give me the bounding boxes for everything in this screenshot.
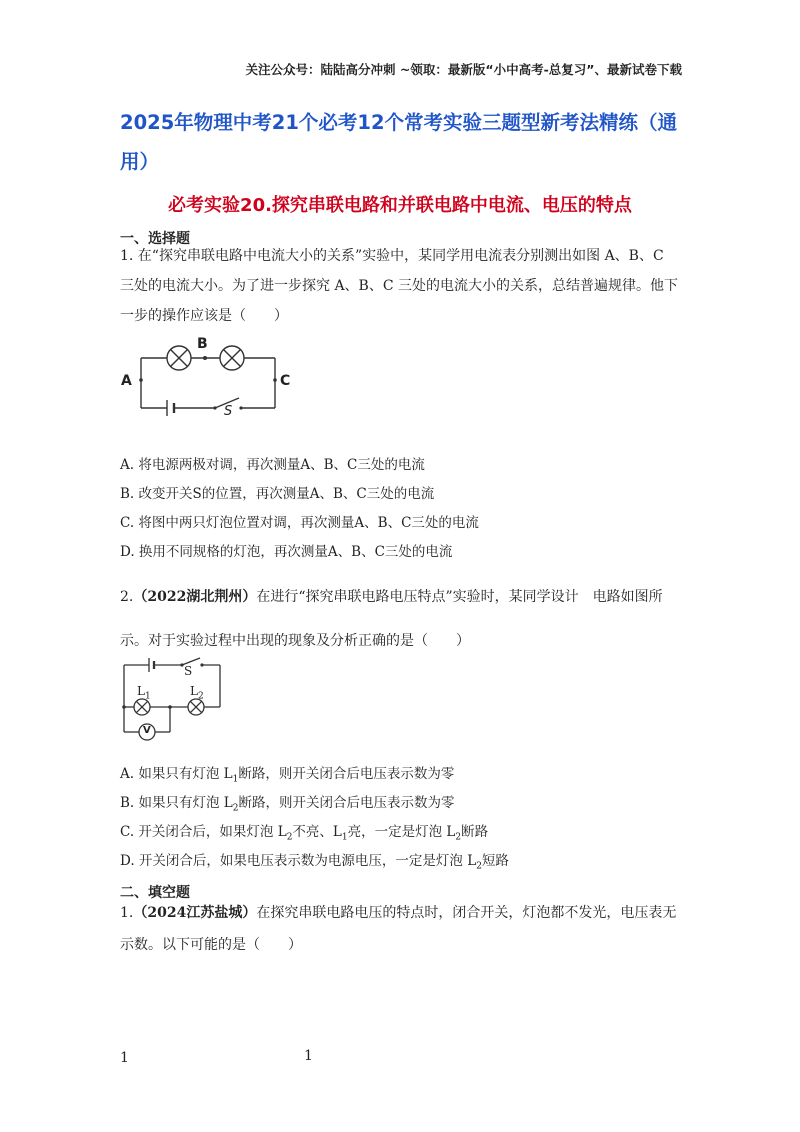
q3-line-1: 在探究串联电路电压的特点时，闭合开关，灯泡都不发光，电压表无 <box>256 905 677 921</box>
q2-option-d: D. 开关闭合后，如果电压表示数为电源电压，一定是灯泡 $L_2$短路 <box>120 853 509 872</box>
document-title: 2025年物理中考21个必考12个常考实验三题型新考法精练（通用） <box>120 111 678 173</box>
circuit2-label-s: S <box>184 664 193 678</box>
question-3-text <box>120 897 685 961</box>
q2-line-2: 示。对于实验过程中出现的现象及分析正确的是（ ） <box>120 633 470 649</box>
circuit1-label-b: B <box>197 336 208 352</box>
q1-option-b: B. 改变开关S的位置，再次测量A、B、C三处的电流 <box>120 486 435 502</box>
circuit1-label-s: S <box>224 404 233 419</box>
circuit-diagram-2 <box>118 655 228 745</box>
q1-option-c: C. 将图中两只灯泡位置对调，再次测量A、B、C三处的电流 <box>120 515 479 531</box>
q2-number: 2. <box>120 589 134 605</box>
q2-source: （2022湖北荆州） <box>133 589 257 605</box>
section-heading-fill: 二、填空题 <box>120 885 190 901</box>
document-subtitle: 必考实验20.探究串联电路和并联电路中电流、电压的特点 <box>168 195 632 216</box>
section-heading-choice: 一、选择题 <box>120 231 190 247</box>
q3-number: 1. <box>120 905 134 921</box>
circuit1-label-c: C <box>280 373 291 389</box>
voltmeter-label: V <box>143 725 151 736</box>
circuit2-label-l2: $L_2$ <box>190 684 204 702</box>
page-number-left: 1 <box>120 1050 129 1066</box>
q1-line-3: 一步的操作应该是（ ） <box>120 308 288 324</box>
header-note: 关注公众号：陆陆高分冲刺 ~领取：最新版“小中高考-总复习”、最新试卷下载 <box>245 62 682 77</box>
q2-option-b: B. 如果只有灯泡 $L_2$断路，则开关闭合后电压表示数为零 <box>120 795 455 814</box>
q1-line-2: 三处的电流大小。为了进一步探究 A、B、C 三处的电流大小的关系，总结普遍规律。他下 <box>120 278 679 294</box>
q2-line-1: 在进行“探究串联电路电压特点”实验时，某同学设计 电路如图所 <box>256 589 663 605</box>
page-number-center: 1 <box>304 1048 313 1064</box>
circuit2-label-l1: $L_1$ <box>137 684 151 702</box>
q2-option-a: A. 如果只有灯泡 $L_1$断路，则开关闭合后电压表示数为零 <box>120 766 455 785</box>
q3-line-2: 示数。以下可能的是（ ） <box>120 937 302 953</box>
circuit1-label-a: A <box>121 373 132 389</box>
q3-source: （2024江苏盐城） <box>133 905 257 921</box>
q1-line-1: 1. 在“探究串联电路中电流大小的关系”实验中，某同学用电流表分别测出如图 A、B、C <box>120 248 664 264</box>
q1-option-d: D. 换用不同规格的灯泡，再次测量A、B、C三处的电流 <box>120 544 453 560</box>
q1-option-a: A. 将电源两极对调，再次测量A、B、C三处的电流 <box>120 457 425 473</box>
question-1-text <box>120 241 685 331</box>
question-2-text <box>120 575 685 663</box>
q2-option-c: C. 开关闭合后，如果灯泡 $L_2$不亮、$L_1$亮，一定是灯泡 $L_2$断路 <box>120 824 489 843</box>
